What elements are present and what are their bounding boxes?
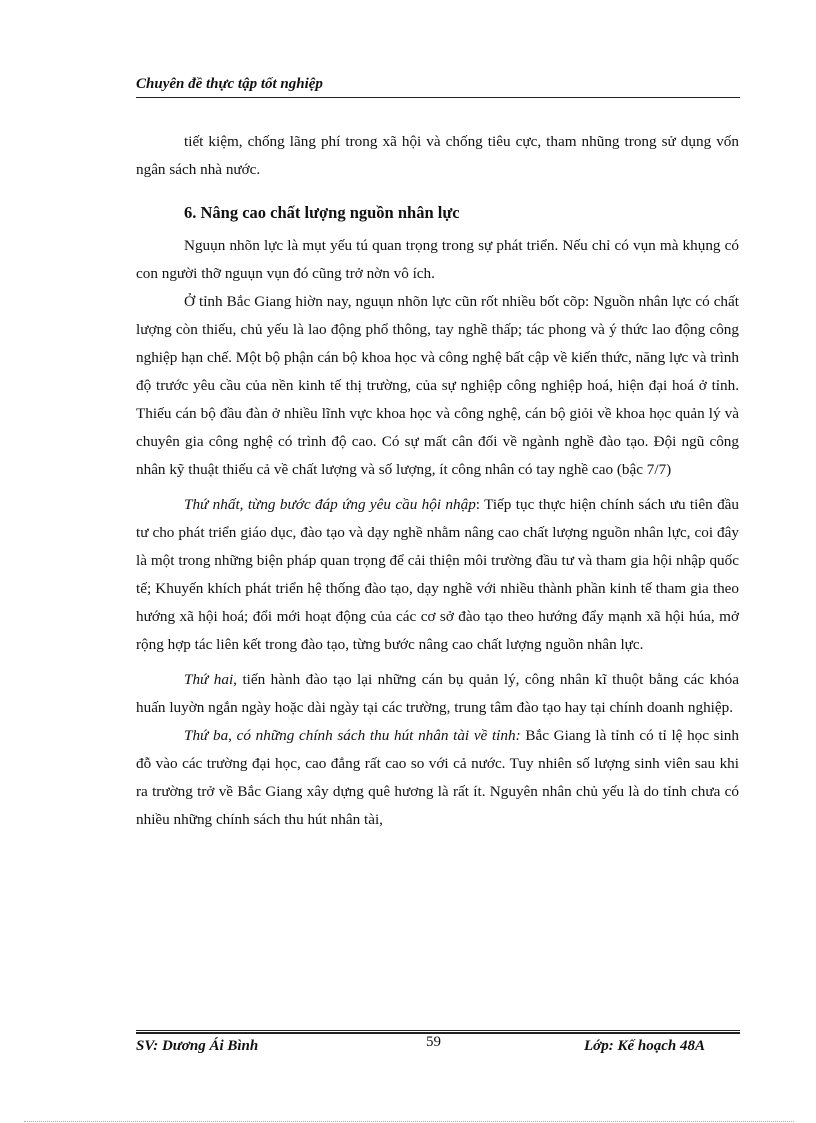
first-measure-body: : Tiếp tục thực hiện chính sách ưu tiên đầu tư cho phát triển giáo dục, đào tạo và dạy nghề nhằm nâng cao chất lượng nguồn nhân lực, coi đây là một trong những biện pháp quan trọng để cải thiện môi trường đầu tư và tham gia hội nhập quốc tế; Khuyến khích phát triển hệ thống đào tạo, dạy nghề với nhiều thành phần kinh tế tham gia theo hướng xã hội hoá; đổi mới hoạt động của các cơ sở đào tạo theo hướng đẩy mạnh xã hội húa, mở rộng hợp tác liên kết trong đào tạo, từng bước nâng cao chất lượng nguồn nhân lực. bbox=[136, 496, 739, 653]
paragraph-third-measure bbox=[136, 722, 739, 834]
page-bottom-dotted-line bbox=[24, 1121, 794, 1122]
section-heading: 6. Nâng cao chất lượng nguồn nhân lực bbox=[184, 203, 460, 222]
page-body bbox=[136, 128, 739, 834]
paragraph-second-measure bbox=[136, 666, 739, 722]
paragraph-current-state: Ở tỉnh Bắc Giang hiờn nay, nguụn nhõn lực cũn rốt nhiều bốt cõp: Nguồn nhân lực có chất lượng còn thiếu, chủ yếu là lao động phổ thông, tay nghề thấp; tác phong và ý thức lao động công nghiệp hạn chế. Một bộ phận cán bộ khoa học và công nghệ bất cập về kiến thức, năng lực và trình độ trước yêu cầu của nền kinh tế thị trường, của sự nghiệp công nghiệp hoá, hiện đại hoá ở tỉnh. Thiếu cán bộ đầu đàn ở nhiều lĩnh vực khoa học và công nghệ, cán bộ giỏi về khoa học quản lý và chuyên gia công nghệ có trình độ cao. Có sự mất cân đối về ngành nghề đào tạo. Đội ngũ công nhân kỹ thuật thiếu cả về chất lượng và số lượng, ít công nhân có tay nghề cao (bậc 7/7) bbox=[136, 293, 739, 478]
paragraph-continuation: tiết kiệm, chống lãng phí trong xã hội và chống tiêu cực, tham nhũng trong sử dụng vốn ngân sách nhà nước. bbox=[136, 133, 739, 178]
paragraph-first-measure bbox=[136, 491, 739, 659]
third-measure-body: Bắc Giang là tỉnh có tỉ lệ học sinh đỗ vào các trường đại học, cao đẳng rất cao so với cả nước. Tuy nhiên số lượng sinh viên sau khi ra trường trở về Bắc Giang xây dựng quê hương là rất ít. Nguyên nhân chủ yếu là do tỉnh chưa có nhiều những chính sách thu hút nhân tài, bbox=[136, 727, 739, 828]
third-measure-lead: Thứ ba, có những chính sách thu hút nhân tài về tỉnh: bbox=[184, 727, 521, 744]
first-measure-lead: Thứ nhất, từng bước đáp ứng yêu cầu hội nhập bbox=[184, 496, 476, 513]
second-measure-lead: Thứ hai, bbox=[184, 671, 237, 688]
footer-page-number: 59 bbox=[426, 1034, 441, 1050]
paragraph-intro: Nguụn nhõn lực là mụt yếu tú quan trọng trong sự phát triển. Nếu chỉ có vụn mà khụng có con người thỡ nguụn vụn đó cũng trở nờn vô ích. bbox=[136, 237, 739, 282]
second-measure-body: tiến hành đào tạo lại những cán bụ quản lý, công nhân kĩ thuột bằng các khóa huấn luyờn ngắn ngày hoặc dài ngày tại các trường, trung tâm đào tạo hay tại chính doanh nghiệp. bbox=[136, 671, 739, 716]
footer-class-label: Lớp: Kế hoạch 48A bbox=[584, 1038, 705, 1054]
header-divider bbox=[136, 97, 740, 98]
page-header-title: Chuyên đề thực tập tốt nghiệp bbox=[136, 76, 323, 92]
footer-student-name: SV: Dương Ái Bình bbox=[136, 1038, 259, 1054]
